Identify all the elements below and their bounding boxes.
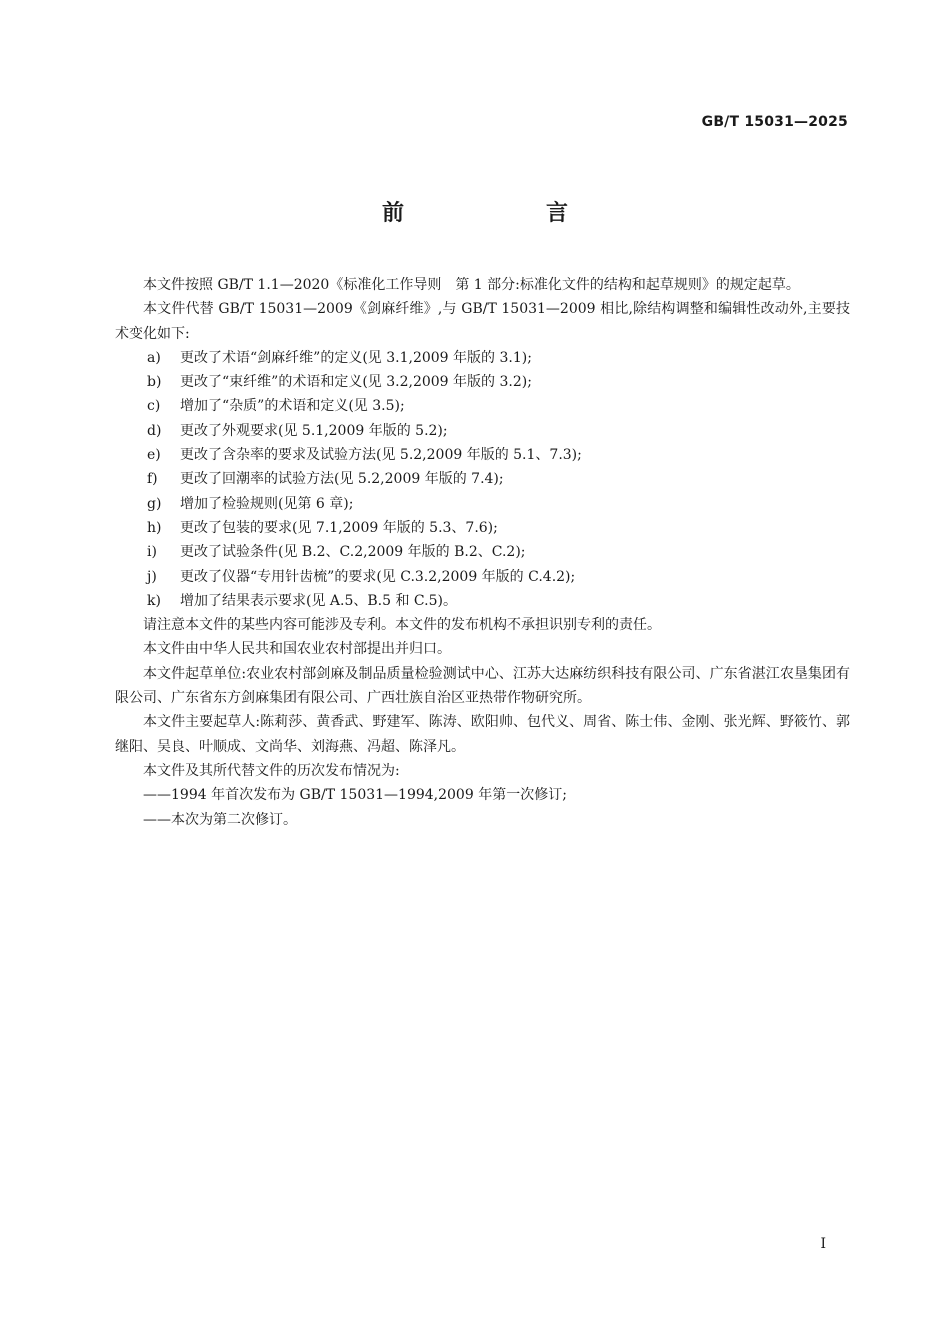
list-item-text: 更改了“束纤维”的术语和定义(见 3.2,2009 年版的 3.2); — [180, 374, 532, 391]
list-item — [115, 346, 850, 370]
page-number: I — [820, 1236, 826, 1252]
list-item — [115, 492, 850, 516]
list-item-mark: a) — [147, 349, 161, 366]
history-item: ——1994 年首次发布为 GB/T 15031—1994,2009 年第一次修订; — [143, 787, 567, 804]
drafters: 本文件主要起草人:陈莉莎、黄香武、野建军、陈涛、欧阳帅、包代义、周省、陈士伟、金刚、张光辉、野筱竹、郭继阳、吴良、叶顺成、文尚华、刘海燕、冯超、陈泽凡。 — [115, 714, 850, 755]
list-item — [115, 370, 850, 394]
foreword-body — [115, 273, 850, 832]
list-item-text: 更改了试验条件(见 B.2、C.2,2009 年版的 B.2、C.2); — [180, 544, 526, 561]
list-item-text: 更改了回潮率的试验方法(见 5.2,2009 年版的 7.4); — [180, 471, 504, 488]
list-item-mark: g) — [147, 495, 162, 512]
list-item-mark: d) — [147, 422, 162, 439]
list-item-mark: e) — [147, 447, 161, 464]
list-item-text: 更改了仪器“专用针齿梳”的要求(见 C.3.2,2009 年版的 C.4.2); — [180, 568, 576, 585]
list-item — [115, 589, 850, 613]
list-item-mark: i) — [147, 544, 157, 561]
list-item — [115, 419, 850, 443]
list-item-text: 更改了包装的要求(见 7.1,2009 年版的 5.3、7.6); — [180, 519, 498, 536]
patent-notice: 请注意本文件的某些内容可能涉及专利。本文件的发布机构不承担识别专利的责任。 — [143, 617, 661, 634]
list-item-mark: b) — [147, 374, 162, 391]
proposer-statement: 本文件由中华人民共和国农业农村部提出并归口。 — [143, 641, 451, 658]
history-item: ——本次为第二次修订。 — [143, 811, 297, 828]
list-item-mark: f) — [147, 471, 158, 488]
list-item — [115, 540, 850, 564]
list-item-mark: h) — [147, 519, 162, 536]
list-item-mark: k) — [147, 592, 161, 609]
drafting-units: 本文件起草单位:农业农村部剑麻及制品质量检验测试中心、江苏大达麻纺织科技有限公司、广东省湛江农垦集团有限公司、广东省东方剑麻集团有限公司、广西壮族自治区亚热带作物研究所。 — [115, 665, 850, 707]
list-item-text: 增加了“杂质”的术语和定义(见 3.5); — [180, 398, 405, 415]
list-item-mark: j) — [147, 568, 157, 585]
list-item — [115, 565, 850, 589]
list-item-text: 增加了结果表示要求(见 A.5、B.5 和 C.5)。 — [180, 592, 457, 609]
list-item-text: 更改了含杂率的要求及试验方法(见 5.2,2009 年版的 5.1、7.3); — [180, 447, 582, 464]
list-item-text: 更改了术语“剑麻纤维”的定义(见 3.1,2009 年版的 3.1); — [180, 349, 532, 366]
page-title: 前 言 — [381, 201, 628, 226]
intro-paragraph: 本文件代替 GB/T 15031—2009《剑麻纤维》,与 GB/T 15031—2009 相比,除结构调整和编辑性改动外,主要技术变化如下: — [115, 301, 850, 342]
standard-number: GB/T 15031—2025 — [701, 114, 848, 130]
list-item — [115, 516, 850, 540]
list-item-mark: c) — [147, 398, 161, 415]
history-intro: 本文件及其所代替文件的历次发布情况为: — [143, 762, 400, 779]
list-item-text: 增加了检验规则(见第 6 章); — [180, 495, 354, 512]
list-item — [115, 443, 850, 467]
list-item — [115, 394, 850, 418]
list-item-text: 更改了外观要求(见 5.1,2009 年版的 5.2); — [180, 422, 448, 439]
intro-paragraph: 本文件按照 GB/T 1.1—2020《标准化工作导则 第 1 部分:标准化文件的结构和起草规则》的规定起草。 — [143, 277, 800, 293]
list-item — [115, 467, 850, 491]
